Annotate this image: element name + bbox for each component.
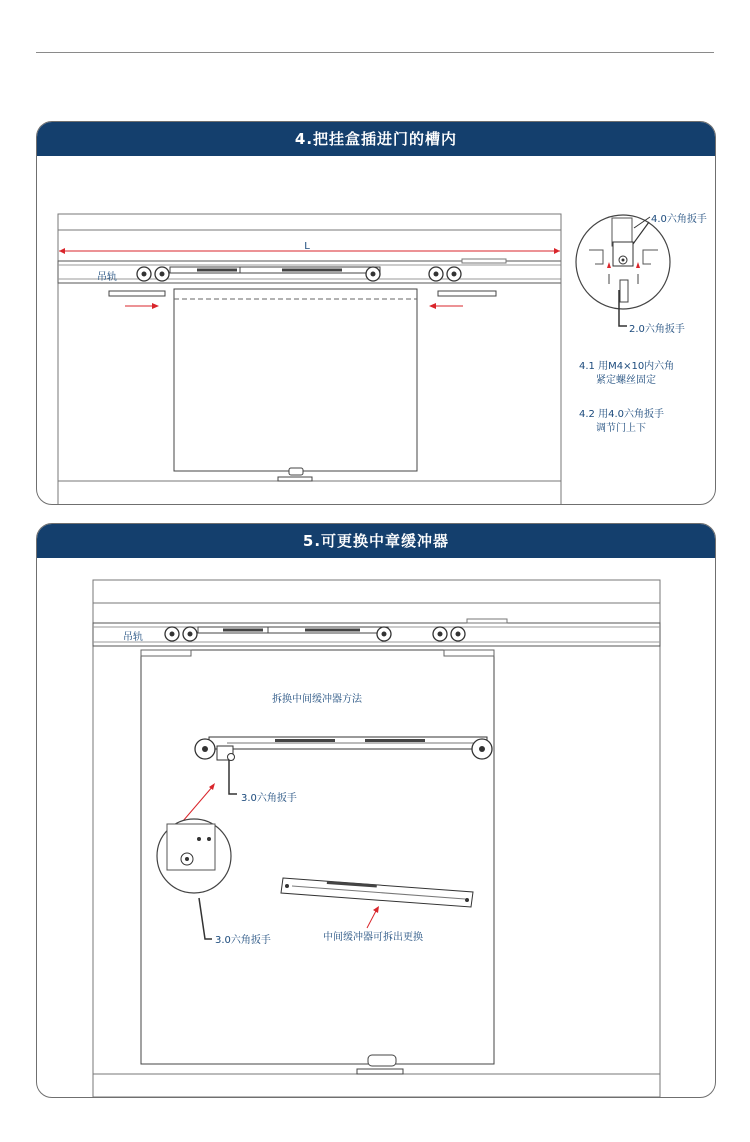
top-divider	[36, 52, 714, 53]
right-hanger-box	[438, 291, 496, 296]
note-4-2	[579, 408, 664, 436]
detail-magnifier	[157, 819, 231, 893]
wrench-2-label: 2.0六角扳手	[629, 324, 685, 335]
wrench-a-label: 3.0六角扳手	[241, 793, 297, 804]
door-panel	[174, 289, 417, 471]
removal-note: 中间缓冲器可拆出更换	[323, 932, 423, 943]
note-4-1-line-1: 4.1 用M4×10内六角	[579, 361, 675, 372]
note-4-2-line-2: 调节门上下	[596, 423, 646, 434]
insert-arrow-right	[429, 303, 463, 309]
note-4-2-line-1: 4.2 用4.0六角扳手	[579, 409, 664, 420]
section-5-diagram	[37, 524, 715, 1097]
wrench-4-label: 4.0六角扳手	[651, 214, 707, 225]
left-hanger-box	[109, 291, 165, 296]
rail-label: 吊轨	[97, 272, 117, 283]
detail-magnifier	[576, 215, 670, 326]
section-5-title: 5.可更换中章缓冲器	[37, 524, 715, 558]
rail-label: 吊轨	[123, 632, 143, 643]
note-4-1	[579, 360, 674, 388]
method-title: 拆换中间缓冲器方法	[272, 694, 362, 705]
note-4-1-line-2: 紧定螺丝固定	[596, 375, 656, 386]
dimension-label: L	[304, 241, 310, 252]
insert-arrow-left	[125, 303, 159, 309]
section-5-panel	[36, 523, 716, 1098]
section-4-diagram	[37, 122, 715, 504]
section-4-panel	[36, 121, 716, 505]
section-4-title: 4.把挂盒插进门的槽内	[37, 122, 715, 156]
wrench-b-label: 3.0六角扳手	[215, 935, 271, 946]
